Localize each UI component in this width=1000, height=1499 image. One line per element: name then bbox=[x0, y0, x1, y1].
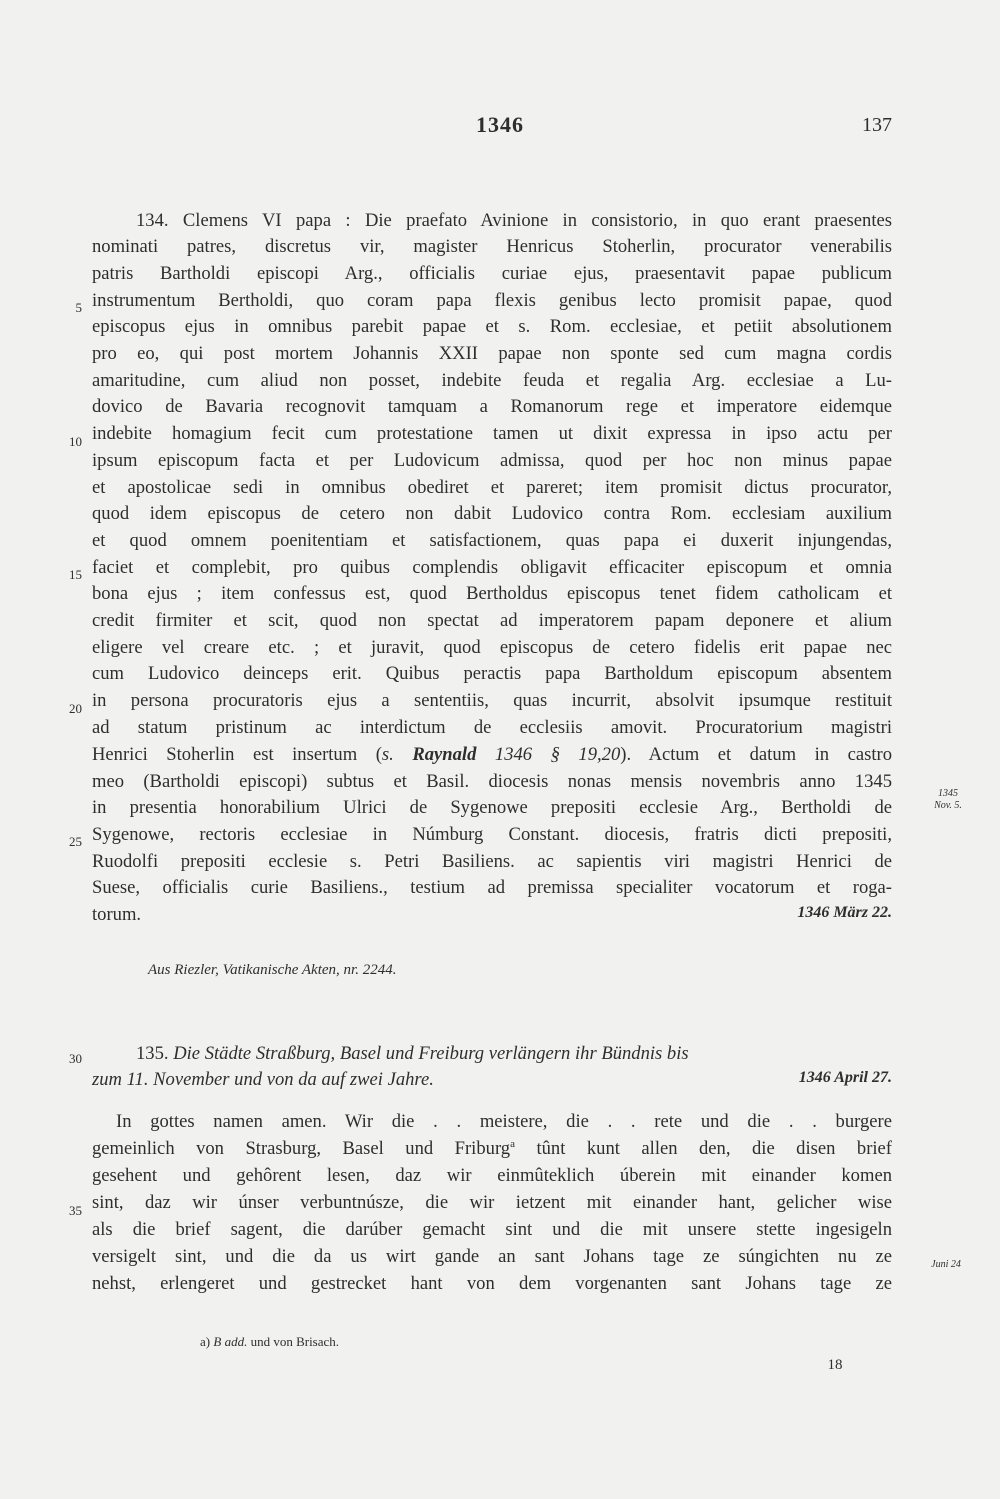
doc135-line: als die brief sagent, die darúber gemacht sint und die mit unsere stette ingesigeln bbox=[92, 1219, 892, 1240]
running-header-year: 1346 bbox=[476, 112, 524, 137]
doc134-line: Ruodolfi prepositi ecclesie s. Petri Basiliens. ac sapientis viri magistri Henrici de bbox=[92, 851, 892, 872]
doc134-line: bona ejus ; item confessus est, quod Bertholdus episcopus tenet fidem catholicam et bbox=[92, 583, 892, 604]
margin-date-note bbox=[918, 788, 978, 812]
doc134-line: quod idem episcopus de cetero non dabit Ludovico contra Rom. ecclesiam auxilium bbox=[92, 503, 892, 524]
doc134-line: episcopus ejus in omnibus parebit papae et s. Rom. ecclesiae, et petiit absolutionem bbox=[92, 316, 892, 337]
doc134-line: indebite homagium fecit cum protestatione tamen ut dixit expressa in ipso actu per bbox=[92, 423, 892, 444]
doc135-line-2 bbox=[92, 1138, 892, 1160]
doc134-line: meo (Bartholdi episcopi) subtus et Basil. diocesis nonas mensis novembris anno 1345 bbox=[92, 771, 892, 792]
doc134-line: cum Ludovico deinceps erit. Quibus peractis papa Bartholdum episcopum absentem bbox=[92, 663, 892, 684]
line-number: 25 bbox=[69, 834, 82, 849]
margin-date-note-2: Juni 24 bbox=[931, 1259, 961, 1270]
doc135-heading-line-2 bbox=[92, 1069, 892, 1091]
doc135-heading-line-1 bbox=[136, 1043, 892, 1065]
citation-see: s. bbox=[381, 744, 394, 765]
doc135-text: gemeinlich von Strasburg, Basel und Friburg bbox=[92, 1138, 511, 1160]
margin-note-year: 1345 bbox=[938, 788, 958, 799]
doc134-line: eligere vel creare etc. ; et juravit, quod episcopus de cetero fidelis erit papae nec bbox=[92, 637, 892, 658]
doc135-text: tûnt kunt allen den, die disen brief bbox=[515, 1138, 892, 1160]
doc134-line: patris Bartholdi episcopi Arg., officialis curiae ejus, praesentavit papae publicum bbox=[92, 263, 892, 284]
footnote-abbr: add. bbox=[224, 1334, 248, 1349]
doc134-line-1 bbox=[136, 210, 892, 232]
footnote-mark: a bbox=[510, 1138, 515, 1150]
doc134-line: amaritudine, cum aliud non posset, indebite feuda et regalia Arg. ecclesiae a Lu- bbox=[92, 370, 892, 391]
doc135-line: nehst, erlengeret und gestrecket hant von dem vorgenanten sant Johans tage ze bbox=[92, 1273, 892, 1294]
doc134-line: in presentia honorabilium Ulrici de Sygenowe prepositi ecclesie Arg., Bertholdi de bbox=[92, 797, 892, 818]
doc134-line: ipsum episcopum facta et per Ludovicum admissa, quod per hoc non minus papae bbox=[92, 450, 892, 471]
line-number: 15 bbox=[69, 567, 82, 582]
doc135-number: 135. bbox=[136, 1043, 169, 1064]
line-number: 20 bbox=[69, 701, 82, 716]
citation-author: Raynald bbox=[412, 744, 477, 765]
line-number: 30 bbox=[69, 1051, 82, 1066]
doc135-title-cont: zum 11. November und von da auf zwei Jahre. bbox=[92, 1069, 434, 1090]
doc134-source: Aus Riezler, Vatikanische Akten, nr. 2244. bbox=[148, 962, 397, 978]
doc135-line: versigelt sint, und die da us wirt gande an sant Johans tage ze súngichten nu ze bbox=[92, 1246, 892, 1267]
doc134-line: et apostolicae sedi in omnibus obediret et pareret; item promisit dictus procurator, bbox=[92, 477, 892, 498]
doc134-line: nominati patres, discretus vir, magister Henricus Stoherlin, procurator venerabilis bbox=[92, 236, 892, 257]
printer-signature: 18 bbox=[827, 1357, 843, 1373]
margin-note-day: Nov. 5. bbox=[934, 800, 962, 811]
doc134-line: Sygenowe, rectoris ecclesiae in Númburg Constant. diocesis, fratris dicti prepositi, bbox=[92, 824, 892, 845]
footnote-label: a) bbox=[200, 1334, 211, 1349]
line-number: 10 bbox=[69, 434, 82, 449]
footnote-text: und von Brisach. bbox=[250, 1334, 340, 1349]
doc134-line: torum. bbox=[92, 904, 142, 925]
doc134-line: dovico de Bavaria recognovit tamquam a Romanorum rege et imperatore eidemque bbox=[92, 396, 892, 417]
doc135-line: gesehent und gehôrent lesen, daz wir einmûteklich úberein mit einander komen bbox=[92, 1165, 892, 1186]
doc135-date: 1346 April 27. bbox=[798, 1069, 892, 1086]
doc134-date: 1346 März 22. bbox=[797, 904, 892, 921]
doc134-line: credit firmiter et scit, quod non spectat ad imperatorem papam deponere et alium bbox=[92, 610, 892, 631]
line-number: 35 bbox=[69, 1203, 82, 1218]
doc134-line: faciet et complebit, pro quibus complendis obligavit efficaciter episcopum et omnia bbox=[92, 557, 892, 578]
doc134-line: instrumentum Bertholdi, quo coram papa flexis genibus lecto promisit papae, quod bbox=[92, 290, 892, 311]
citation-reference: 1346 § 19,20 bbox=[494, 744, 621, 765]
citation-suffix: ). Actum et datum in castro bbox=[620, 744, 892, 765]
doc134-text: Clemens VI papa : Die praefato Avinione in consistorio, in quo erant praesentes bbox=[182, 210, 892, 231]
doc134-line: Suese, officialis curie Basiliens., testium ad premissa specialiter vocatorum et roga- bbox=[92, 877, 892, 898]
doc135-title: Die Städte Straßburg, Basel und Freiburg verlängern ihr Bündnis bis bbox=[173, 1043, 689, 1064]
doc134-number: 134. bbox=[136, 210, 169, 231]
doc134-line: ad statum pristinum ac interdictum de ecclesiis amovit. Procuratorium magistri bbox=[92, 717, 892, 738]
doc134-line: in persona procuratoris ejus a sententiis, quas incurrit, absolvit ipsumque restituit bbox=[92, 690, 892, 711]
footnote-siglum: B bbox=[213, 1334, 222, 1349]
doc134-line-citation bbox=[92, 744, 892, 766]
citation-prefix: Henrici Stoherlin est insertum ( bbox=[92, 744, 382, 765]
doc134-last-line bbox=[92, 904, 892, 926]
doc135-line: sint, daz wir únser verbuntnúsze, die wir ietzent mit einander hant, gelicher wise bbox=[92, 1192, 892, 1213]
doc135-line: In gottes namen amen. Wir die . . meistere, die . . rete und die . . burgere bbox=[116, 1111, 892, 1132]
footnote bbox=[200, 1334, 339, 1350]
page-number: 137 bbox=[862, 114, 892, 136]
line-number: 5 bbox=[75, 300, 82, 315]
doc134-line: et quod omnem poenitentiam et satisfactionem, quas papa ei duxerit injungendas, bbox=[92, 530, 892, 551]
doc134-line: pro eo, qui post mortem Johannis XXII papae non sponte sed cum magna cordis bbox=[92, 343, 892, 364]
